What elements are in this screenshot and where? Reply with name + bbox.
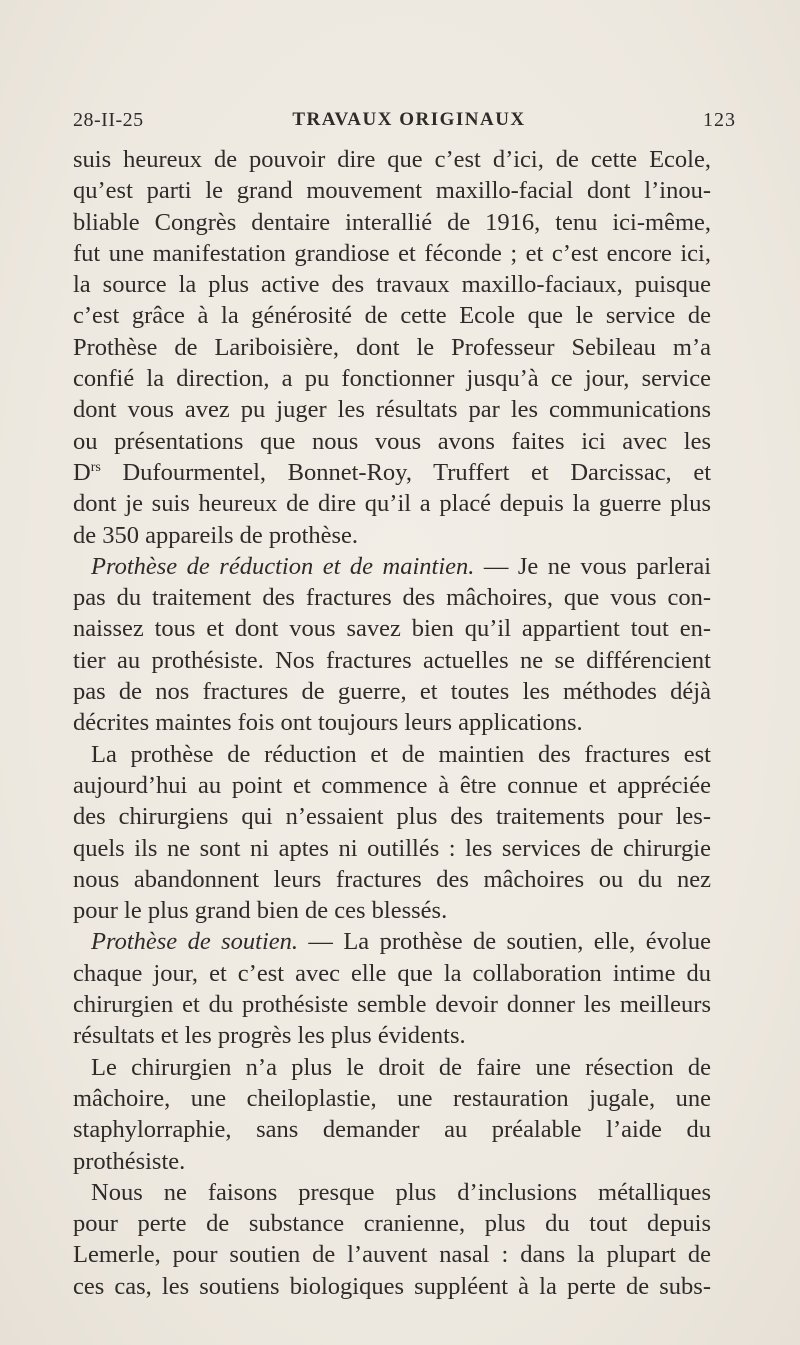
body-text (73, 144, 711, 1302)
running-header (73, 106, 736, 134)
text-line: bliable Congrès dentaire interallié de 1916, tenu ici-même, (73, 208, 711, 236)
paragraph-5 (73, 1052, 711, 1177)
text-line: confié la direction, a pu fonctionner jusqu’à ce jour, service (73, 365, 711, 393)
text-line: Le chirurgien n’a plus le droit de faire une résection de (91, 1053, 711, 1081)
doctor-abbreviation: $D^{rs}$ (73, 458, 101, 486)
header-title: TRAVAUX ORIGINAUX (292, 109, 526, 130)
text-line: suis heureux de pouvoir dire que c’est d’ici, de cette Ecole, (73, 146, 711, 173)
text-line: c’est grâce à la générosité de cette Ecole que le service de (73, 302, 711, 330)
text-line: la source la plus active des travaux maxillo-faciaux, puisque (73, 271, 711, 299)
text-line: qu’est parti le grand mouvement maxillo-facial dont l’inou- (73, 177, 711, 205)
text-line: dont je suis heureux de dire qu’il a placé depuis la guerre plus (73, 490, 711, 518)
text-line: chaque jour, et c’est avec elle que la collaboration intime du (73, 959, 711, 987)
paragraph-1 (73, 144, 711, 551)
page-number: 123 (703, 109, 736, 131)
text-line: des chirurgiens qui n’essaient plus des traitements pour les- (73, 803, 711, 831)
text-line: décrites maintes fois ont toujours leurs applications. (73, 709, 583, 737)
text-line: mâchoire, une cheiloplastie, une restauration jugale, une (73, 1084, 711, 1112)
text-line: Prothèse de Lariboisière, dont le Professeur Sebileau m’a (73, 333, 711, 361)
section-heading: Prothèse de soutien. (91, 928, 299, 956)
paragraph-4 (73, 926, 711, 1051)
text-line: Lemerle, pour soutien de l’auvent nasal : dans la plupart de (73, 1241, 711, 1269)
text-line: aujourd’hui au point et commence à être connue et appréciée (73, 771, 711, 799)
text-line: tier au prothésiste. Nos fractures actuelles ne se différencient (73, 646, 711, 674)
text-line: Prothèse de soutien. — La prothèse de soutien, elle, évolue (91, 928, 712, 956)
text-line: $D^{rs}$ Dufourmentel, Bonnet-Roy, Truffert et Darcissac, et (73, 458, 712, 486)
text-line: résultats et les progrès les plus évidents. (73, 1022, 466, 1050)
text-line: naissez tous et dont vous savez bien qu’il appartient tout en- (73, 615, 711, 643)
text-line: pour perte de substance cranienne, plus du tout depuis (73, 1210, 711, 1238)
paragraph-2 (73, 551, 711, 739)
paragraph-3 (73, 739, 711, 927)
text-line: dont vous avez pu juger les résultats par les communications (73, 396, 711, 424)
text-line: Nous ne faisons presque plus d’inclusions métalliques (91, 1178, 711, 1206)
text-line: ou présentations que nous vous avons faites ici avec les (73, 427, 711, 455)
text-line: prothésiste. (73, 1147, 186, 1175)
text-line: quels ils ne sont ni aptes ni outillés : les services de chirurgie (73, 834, 711, 862)
text-line: ces cas, les soutiens biologiques suppléent à la perte de subs- (73, 1272, 711, 1300)
paragraph-6 (73, 1177, 711, 1302)
section-heading: Prothèse de réduction et de maintien. (91, 552, 475, 580)
text-line: pour le plus grand bien de ces blessés. (73, 897, 448, 925)
text-line: nous abandonnent leurs fractures des mâchoires ou du nez (73, 865, 711, 893)
text-line: staphylorraphie, sans demander au préalable l’aide du (73, 1116, 711, 1144)
text-line: fut une manifestation grandiose et féconde ; et c’est encore ici, (73, 239, 711, 267)
text-line: de 350 appareils de prothèse. (73, 521, 359, 549)
text-line: pas du traitement des fractures des mâchoires, que vous con- (73, 584, 711, 612)
text-line: La prothèse de réduction et de maintien des fractures est (91, 740, 711, 768)
text-line: chirurgien et du prothésiste semble devoir donner les meilleurs (73, 991, 711, 1019)
text-line: pas de nos fractures de guerre, et toutes les méthodes déjà (73, 678, 711, 706)
text-line: Prothèse de réduction et de maintien. — Je ne vous parlerai (91, 552, 711, 580)
header-date: 28-II-25 (73, 109, 144, 131)
